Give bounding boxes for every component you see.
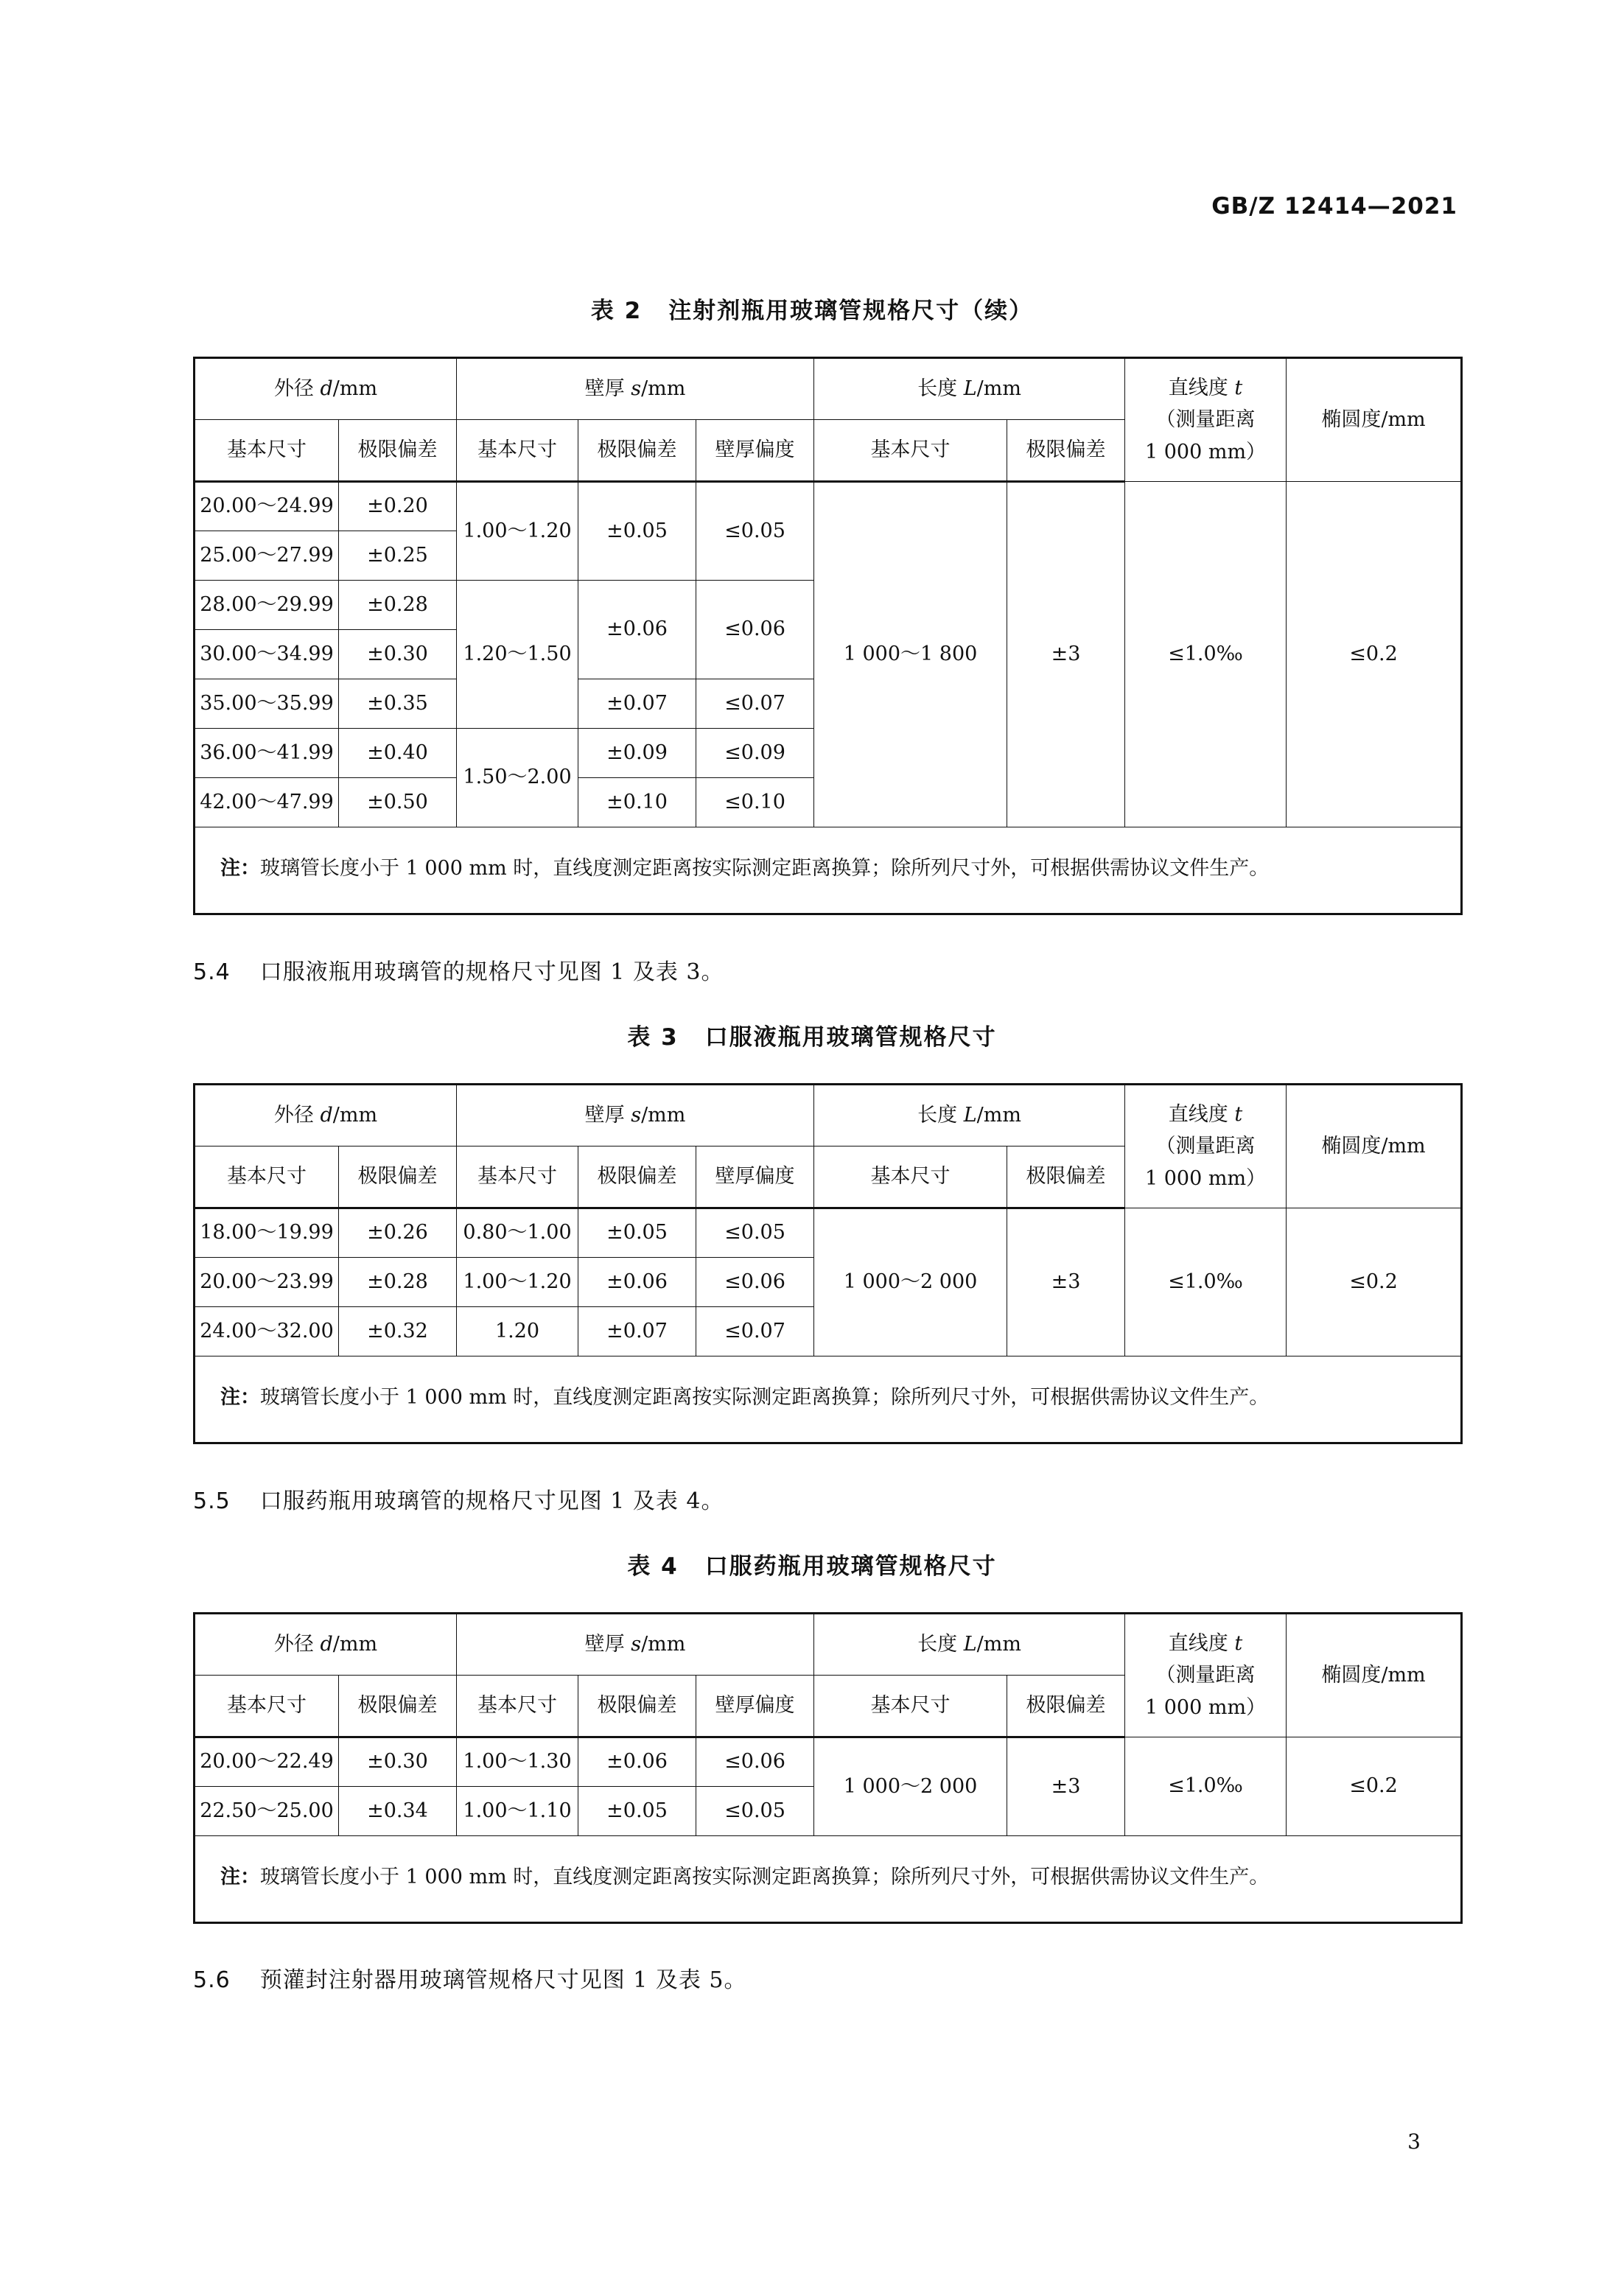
standard-number: GB/Z 12414—2021 [1211, 193, 1457, 220]
wall-bias-cell: ≤0.06 [696, 581, 814, 679]
od-cell: 30.00～34.99 [195, 630, 339, 679]
wall-basic-size-header: 基本尺寸 [457, 1676, 578, 1737]
length-dev-cell: ±3 [1007, 1208, 1125, 1356]
wall-dev-cell: ±0.07 [578, 1307, 696, 1356]
table4-header-row-1 [195, 1614, 1462, 1676]
table4-caption [0, 1547, 1624, 1580]
note-text: 玻璃管长度小于 1 000 mm 时，直线度测定距离按实际测定距离换算；除所列尺寸外，可根据供需协议文件生产。 [260, 857, 1270, 881]
od-cell: 20.00～23.99 [195, 1258, 339, 1307]
wall-limit-deviation-header: 极限偏差 [578, 420, 696, 482]
length-dev-cell: ±3 [1007, 1737, 1125, 1836]
od-dev-cell: ±0.30 [339, 630, 457, 679]
wall-bias-cell: ≤0.06 [696, 1737, 814, 1787]
length-basic-size-header: 基本尺寸 [814, 1146, 1007, 1208]
wall-dev-cell: ±0.06 [578, 1737, 696, 1787]
od-dev-cell: ±0.50 [339, 778, 457, 827]
wall-bias-cell: ≤0.07 [696, 1307, 814, 1356]
ovality-header: 椭圆度/mm [1287, 1614, 1462, 1737]
od-dev-cell: ±0.28 [339, 581, 457, 630]
od-dev-cell: ±0.20 [339, 482, 457, 531]
note-text: 玻璃管长度小于 1 000 mm 时，直线度测定距离按实际测定距离换算；除所列尺寸外，可根据供需协议文件生产。 [260, 1386, 1270, 1410]
od-cell: 36.00～41.99 [195, 729, 339, 778]
wall-bias-cell: ≤0.05 [696, 1787, 814, 1836]
wall-size-cell: 1.20～1.50 [457, 581, 578, 729]
wall-dev-cell: ±0.07 [578, 679, 696, 729]
straightness-header: 直线度 t （测量距离 1 000 mm） [1125, 1614, 1287, 1737]
outer-diameter-header: 外径 d/mm [195, 358, 457, 420]
wall-size-cell: 0.80～1.00 [457, 1208, 578, 1258]
section-5-4 [193, 953, 724, 986]
wall-deviation-header: 壁厚偏度 [696, 1146, 814, 1208]
wall-dev-cell: ±0.10 [578, 778, 696, 827]
table-row [195, 482, 1462, 531]
wall-dev-cell: ±0.05 [578, 1208, 696, 1258]
od-cell: 35.00～35.99 [195, 679, 339, 729]
od-limit-deviation-header: 极限偏差 [339, 420, 457, 482]
ovality-cell: ≤0.2 [1287, 1737, 1462, 1836]
table-row [195, 1737, 1462, 1787]
od-limit-deviation-header: 极限偏差 [339, 1676, 457, 1737]
wall-basic-size-header: 基本尺寸 [457, 420, 578, 482]
table3-header-row-1 [195, 1085, 1462, 1146]
wall-limit-deviation-header: 极限偏差 [578, 1676, 696, 1737]
wall-bias-cell: ≤0.07 [696, 679, 814, 729]
od-cell: 20.00～22.49 [195, 1737, 339, 1787]
od-cell: 42.00～47.99 [195, 778, 339, 827]
table3-caption-number: 表 3 [627, 1024, 679, 1051]
section-text: 预灌封注射器用玻璃管规格尺寸见图 1 及表 5。 [259, 1967, 747, 1993]
length-cell: 1 000～2 000 [814, 1208, 1007, 1356]
od-cell: 24.00～32.00 [195, 1307, 339, 1356]
od-dev-cell: ±0.30 [339, 1737, 457, 1787]
od-dev-cell: ±0.32 [339, 1307, 457, 1356]
straightness-cell: ≤1.0‰ [1125, 1208, 1287, 1356]
table2 [193, 357, 1463, 915]
wall-size-cell: 1.00～1.20 [457, 482, 578, 581]
table4-note [195, 1836, 1462, 1923]
wall-size-cell: 1.20 [457, 1307, 578, 1356]
ovality-cell: ≤0.2 [1287, 482, 1462, 827]
section-text: 口服药瓶用玻璃管的规格尺寸见图 1 及表 4。 [259, 1488, 724, 1514]
length-limit-deviation-header: 极限偏差 [1007, 1676, 1125, 1737]
table2-caption [0, 292, 1624, 325]
table4-caption-number: 表 4 [627, 1553, 679, 1580]
length-header: 长度 L/mm [814, 1614, 1125, 1676]
wall-bias-cell: ≤0.05 [696, 482, 814, 581]
table4-caption-title: 口服药瓶用玻璃管规格尺寸 [704, 1553, 997, 1580]
table2-note [195, 827, 1462, 914]
length-cell: 1 000～1 800 [814, 482, 1007, 827]
note-text: 玻璃管长度小于 1 000 mm 时，直线度测定距离按实际测定距离换算；除所列尺寸外，可根据供需协议文件生产。 [260, 1866, 1270, 1889]
straightness-cell: ≤1.0‰ [1125, 1737, 1287, 1836]
note-label: 注： [220, 1866, 260, 1889]
wall-thickness-header: 壁厚 s/mm [457, 1614, 814, 1676]
od-limit-deviation-header: 极限偏差 [339, 1146, 457, 1208]
outer-diameter-header: 外径 d/mm [195, 1614, 457, 1676]
table2-header-row-1 [195, 358, 1462, 420]
wall-dev-cell: ±0.09 [578, 729, 696, 778]
table2-note-row [195, 827, 1462, 914]
od-basic-size-header: 基本尺寸 [195, 420, 339, 482]
od-basic-size-header: 基本尺寸 [195, 1676, 339, 1737]
wall-bias-cell: ≤0.06 [696, 1258, 814, 1307]
ovality-header: 椭圆度/mm [1287, 358, 1462, 482]
od-cell: 18.00～19.99 [195, 1208, 339, 1258]
straightness-cell: ≤1.0‰ [1125, 482, 1287, 827]
od-cell: 22.50～25.00 [195, 1787, 339, 1836]
section-5-5 [193, 1482, 724, 1515]
table4-note-row [195, 1836, 1462, 1923]
table3-caption [0, 1018, 1624, 1051]
wall-size-cell: 1.50～2.00 [457, 729, 578, 827]
section-text: 口服液瓶用玻璃管的规格尺寸见图 1 及表 3。 [259, 959, 724, 985]
length-cell: 1 000～2 000 [814, 1737, 1007, 1836]
od-basic-size-header: 基本尺寸 [195, 1146, 339, 1208]
length-limit-deviation-header: 极限偏差 [1007, 1146, 1125, 1208]
straightness-header: 直线度 t （测量距离 1 000 mm） [1125, 358, 1287, 482]
length-basic-size-header: 基本尺寸 [814, 1676, 1007, 1737]
section-number: 5.4 [193, 959, 231, 985]
wall-dev-cell: ±0.06 [578, 1258, 696, 1307]
table2-caption-number: 表 2 [590, 298, 643, 324]
note-label: 注： [220, 857, 260, 881]
od-dev-cell: ±0.35 [339, 679, 457, 729]
length-limit-deviation-header: 极限偏差 [1007, 420, 1125, 482]
wall-bias-cell: ≤0.10 [696, 778, 814, 827]
table3-note [195, 1356, 1462, 1443]
ovality-header: 椭圆度/mm [1287, 1085, 1462, 1208]
wall-bias-cell: ≤0.09 [696, 729, 814, 778]
page-number: 3 [1407, 2129, 1421, 2154]
wall-size-cell: 1.00～1.10 [457, 1787, 578, 1836]
table3 [193, 1083, 1463, 1444]
straightness-header: 直线度 t （测量距离 1 000 mm） [1125, 1085, 1287, 1208]
table3-note-row [195, 1356, 1462, 1443]
note-label: 注： [220, 1386, 260, 1410]
wall-dev-cell: ±0.05 [578, 482, 696, 581]
ovality-cell: ≤0.2 [1287, 1208, 1462, 1356]
wall-thickness-header: 壁厚 s/mm [457, 358, 814, 420]
length-header: 长度 L/mm [814, 358, 1125, 420]
length-basic-size-header: 基本尺寸 [814, 420, 1007, 482]
wall-dev-cell: ±0.06 [578, 581, 696, 679]
section-number: 5.5 [193, 1488, 231, 1514]
od-dev-cell: ±0.25 [339, 531, 457, 581]
wall-deviation-header: 壁厚偏度 [696, 1676, 814, 1737]
od-dev-cell: ±0.40 [339, 729, 457, 778]
wall-size-cell: 1.00～1.20 [457, 1258, 578, 1307]
table3-caption-title: 口服液瓶用玻璃管规格尺寸 [704, 1024, 997, 1051]
section-number: 5.6 [193, 1967, 231, 1993]
od-dev-cell: ±0.34 [339, 1787, 457, 1836]
od-dev-cell: ±0.26 [339, 1208, 457, 1258]
table2-caption-title: 注射剂瓶用玻璃管规格尺寸（续） [668, 298, 1034, 324]
wall-dev-cell: ±0.05 [578, 1787, 696, 1836]
table4 [193, 1612, 1463, 1924]
wall-bias-cell: ≤0.05 [696, 1208, 814, 1258]
outer-diameter-header: 外径 d/mm [195, 1085, 457, 1146]
length-dev-cell: ±3 [1007, 482, 1125, 827]
od-cell: 25.00～27.99 [195, 531, 339, 581]
wall-basic-size-header: 基本尺寸 [457, 1146, 578, 1208]
od-cell: 28.00～29.99 [195, 581, 339, 630]
od-dev-cell: ±0.28 [339, 1258, 457, 1307]
table-row [195, 1208, 1462, 1258]
wall-deviation-header: 壁厚偏度 [696, 420, 814, 482]
wall-thickness-header: 壁厚 s/mm [457, 1085, 814, 1146]
length-header: 长度 L/mm [814, 1085, 1125, 1146]
wall-size-cell: 1.00～1.30 [457, 1737, 578, 1787]
wall-limit-deviation-header: 极限偏差 [578, 1146, 696, 1208]
section-5-6 [193, 1961, 747, 1994]
od-cell: 20.00～24.99 [195, 482, 339, 531]
